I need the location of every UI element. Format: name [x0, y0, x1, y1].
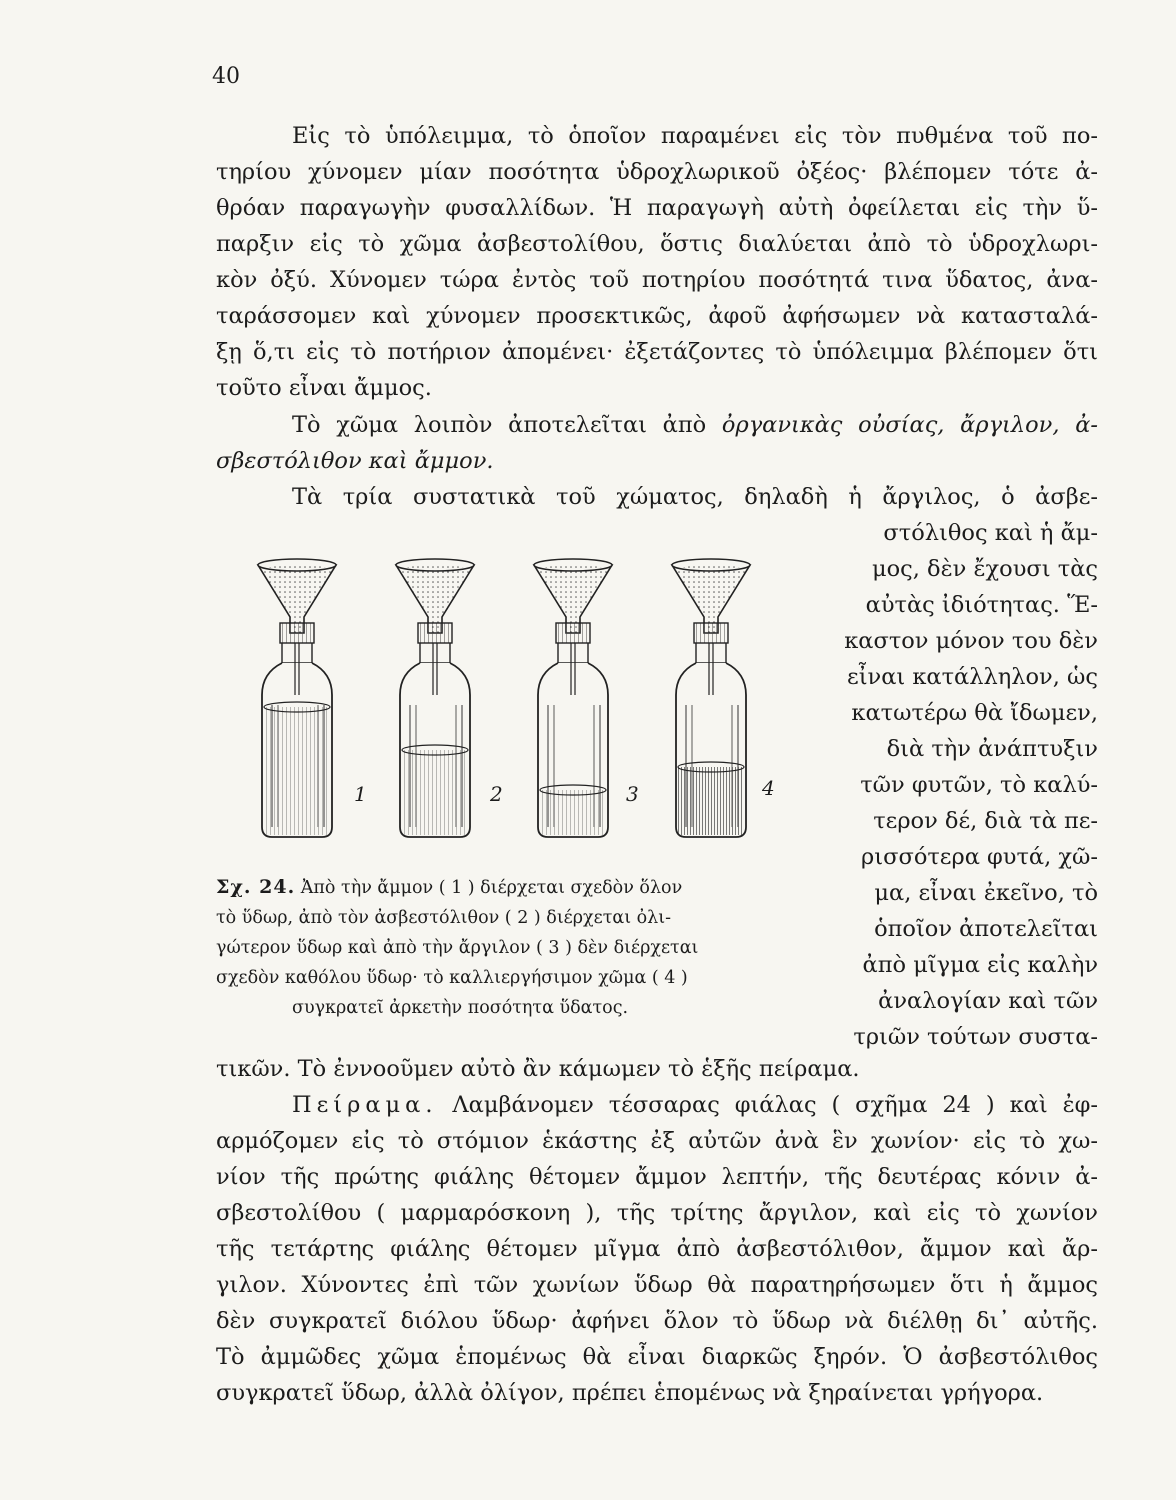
- figure-caption: [216, 872, 802, 1023]
- text-line: κατωτέρω θὰ ἴδωμεν,: [851, 700, 1098, 726]
- text-line: μος, δὲν ἔχουσι τὰς: [871, 556, 1098, 582]
- text-line: Πείραμα. Λαμβάνομεν τέσσαρας φιάλας ( σχῆμα 24 ) καὶ ἐφ-: [292, 1092, 1098, 1118]
- caption-line: σχεδὸν καθόλου ὕδωρ· τὸ καλλιεργήσιμον χῶμα ( 4 ): [216, 968, 688, 988]
- experiment-heading: Πείραμα.: [292, 1092, 438, 1118]
- text-line: τριῶν τούτων συστα-: [853, 1024, 1098, 1050]
- text-line: αρμόζομεν εἰς τὸ στόμιον ἑκάστης ἐξ αὐτῶν ἀνὰ ἓν χωνίον· εἰς τὸ χω-: [216, 1128, 1098, 1154]
- text-line: τῶν φυτῶν, τὸ καλύ-: [860, 772, 1098, 798]
- text-line: ἀπὸ μῖγμα εἰς καλὴν: [862, 952, 1098, 978]
- flask-label-3: 3: [626, 782, 639, 806]
- text-line: τοῦτο εἶναι ἄμμος.: [216, 375, 432, 401]
- text-line: τῆς τετάρτης φιάλης θέτομεν μῖγμα ἀπὸ ἀσβεστόλιθον, ἄμμον καὶ ἄρ-: [216, 1236, 1098, 1262]
- flask-2: [396, 559, 474, 837]
- text-line: τικῶν. Τὸ ἐννοοῦμεν αὐτὸ ἂν κάμωμεν τὸ ἑξῆς πείραμα.: [216, 1056, 860, 1082]
- text-line: στόλιθος καὶ ἡ ἄμ-: [883, 520, 1098, 546]
- flask-label-4: 4: [762, 776, 775, 800]
- paragraph-side-column: [826, 515, 1098, 1055]
- text-line: διὰ τὴν ἀνάπτυξιν: [886, 736, 1098, 762]
- text-line: θρόαν παραγωγὴν φυσαλλίδων. Ἡ παραγωγὴ αὐτὴ ὀφείλεται εἰς τὴν ὕ-: [216, 195, 1098, 221]
- caption-line: γώτερον ὕδωρ καὶ ἀπὸ τὴν ἄργιλον ( 3 ) δὲν διέρχεται: [216, 938, 699, 958]
- text-line: σβεστολίθου ( μαρμαρόσκονη ), τῆς τρίτης ἄργιλον, καὶ εἰς τὸ χωνίον: [216, 1200, 1098, 1226]
- text-line: τηρίου χύνομεν μίαν ποσότητα ὑδροχλωρικοῦ ὀξέος· βλέπομεν τότε ἀ-: [216, 159, 1098, 185]
- text-line: σβεστόλιθον καὶ ἄμμον.: [216, 448, 494, 474]
- text-line: συγκρατεῖ ὕδωρ, ἀλλὰ ὀλίγον, πρέπει ἑπομένως νὰ ξηραίνεται γρήγορα.: [216, 1380, 1044, 1406]
- text-line: δὲν συγκρατεῖ διόλου ὕδωρ· ἀφήνει ὅλον τὸ ὕδωρ νὰ διέλθῃ δι᾽ αὐτῆς.: [216, 1308, 1098, 1334]
- text-line: τερον δέ, διὰ τὰ πε-: [873, 808, 1098, 834]
- paragraph-soil-components: [216, 407, 1098, 479]
- flask-4: [672, 559, 750, 837]
- flask-label-1: 1: [354, 782, 367, 806]
- flask-label-2: 2: [490, 782, 503, 806]
- text-line: μα, εἶναι ἐκεῖνο, τὸ: [874, 880, 1098, 906]
- flask-figure: [226, 545, 802, 840]
- text-line: Τὰ τρία συστατικὰ τοῦ χώματος, δηλαδὴ ἡ ἄργιλος, ὁ ἀσβε-: [292, 484, 1098, 510]
- text-line: ρισσότερα φυτά, χῶ-: [861, 844, 1098, 870]
- caption-line: Σχ. 24. Ἀπὸ τὴν ἄμμον ( 1 ) διέρχεται σχεδὸν ὅλον: [216, 876, 683, 898]
- text-line: εἶναι κατάλληλον, ὡς: [847, 664, 1098, 690]
- flask-3: [534, 559, 612, 837]
- paragraph-residue: [216, 118, 1098, 406]
- text-line: καστον μόνον του δὲν: [844, 628, 1098, 654]
- text-line: Εἰς τὸ ὑπόλειμμα, τὸ ὁποῖον παραμένει εἰς τὸν πυθμένα τοῦ πο-: [292, 123, 1098, 149]
- text-line: νίον τῆς πρώτης φιάλης θέτομεν ἄμμον λεπτήν, τῆς δευτέρας κόνιν ἀ-: [216, 1164, 1098, 1190]
- caption-line: συγκρατεῖ ἀρκετὴν ποσότητα ὕδατος.: [292, 998, 629, 1018]
- text-line: παρξιν εἰς τὸ χῶμα ἀσβεστολίθου, ὅστις διαλύεται ἀπὸ τὸ ὑδροχλωρι-: [216, 231, 1098, 257]
- paragraph-three-components-last-line: [216, 1051, 1098, 1087]
- text-line: γιλον. Χύνοντες ἐπὶ τῶν χωνίων ὕδωρ θὰ παρατηρήσωμεν ὅτι ἡ ἄμμος: [216, 1272, 1098, 1298]
- caption-line: τὸ ὕδωρ, ἀπὸ τὸν ἀσβεστόλιθον ( 2 ) διέρχεται ὀλι-: [216, 908, 672, 928]
- text-line: ἀναλογίαν καὶ τῶν: [878, 988, 1098, 1014]
- paragraph-experiment: [216, 1087, 1098, 1411]
- caption-label: Σχ. 24.: [216, 876, 296, 898]
- paragraph-three-components-first-line: [216, 479, 1098, 515]
- text-line: ὁποῖον ἀποτελεῖται: [874, 916, 1098, 942]
- text-line: Τὸ ἀμμῶδες χῶμα ἑπομένως θὰ εἶναι διαρκῶς ξηρόν. Ὁ ἀσβεστόλιθος: [216, 1344, 1098, 1370]
- flask-1: [258, 559, 336, 837]
- text-line: ταράσσομεν καὶ χύνομεν προσεκτικῶς, ἀφοῦ ἀφήσωμεν νὰ κατασταλά-: [216, 303, 1098, 329]
- text-line: ξῃ ὅ,τι εἰς τὸ ποτήριον ἀπομένει· ἐξετάζοντες τὸ ὑπόλειμμα βλέπομεν ὅτι: [216, 339, 1098, 365]
- page-number: 40: [212, 64, 240, 89]
- text-line: Τὸ χῶμα λοιπὸν ἀποτελεῖται ἀπὸ ὀργανικὰς οὐσίας, ἄργιλον, ἀ-: [292, 412, 1098, 438]
- text-line: κὸν ὀξύ. Χύνομεν τώρα ἐντὸς τοῦ ποτηρίου ποσότητά τινα ὕδατος, ἀνα-: [216, 267, 1098, 293]
- text-line: αὐτὰς ἰδιότητας. Ἕ-: [865, 592, 1098, 618]
